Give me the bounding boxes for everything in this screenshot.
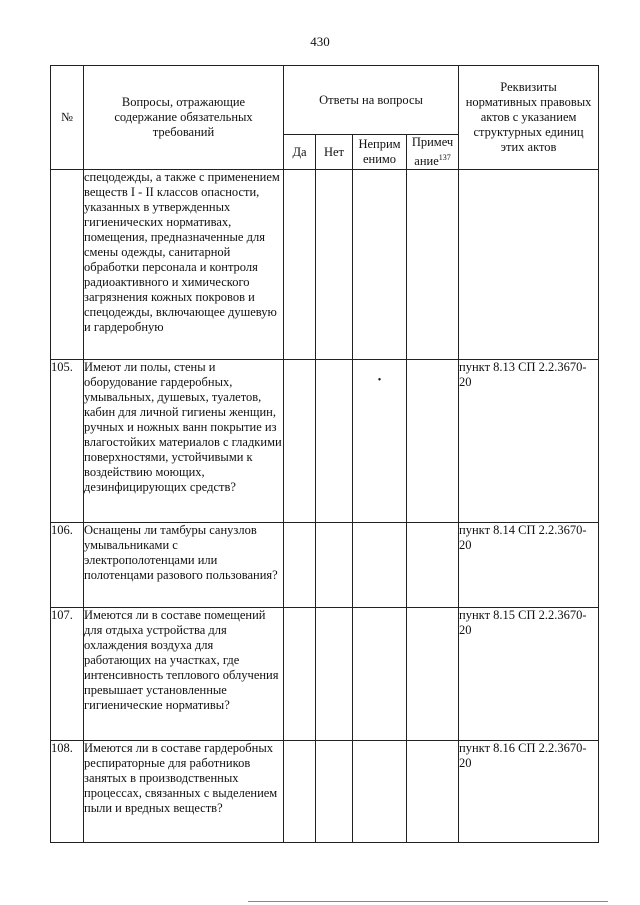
question-text: спецодежды, а также с применением веществ I - II классов опасности, указанных в утвержденных гигиенических нормативах, помещения, предназначенные для смены одежды, санитарной обработки персонала и контроля радиоактивного и химического загрязнения кожных покровов и спецодежды, включающее душевую и гардеробную bbox=[84, 170, 284, 360]
header-question: Вопросы, отражающие содержание обязательных требований bbox=[84, 66, 284, 170]
row-number: 105. bbox=[51, 360, 84, 523]
answer-no-cell bbox=[316, 608, 353, 741]
answer-no-cell bbox=[316, 523, 353, 608]
answer-na-cell bbox=[353, 170, 407, 360]
row-number bbox=[51, 170, 84, 360]
answer-no-cell bbox=[316, 170, 353, 360]
answer-yes-cell bbox=[284, 170, 316, 360]
table-row bbox=[51, 608, 599, 741]
question-text: Имеются ли в составе помещений для отдыха устройства для охлаждения воздуха для работающих на участках, где интенсивность теплового облучения превышает установленные гигиенические нормативы? bbox=[84, 608, 284, 741]
requisites-cell: пункт 8.13 СП 2.2.3670-20 bbox=[459, 360, 599, 523]
answer-note-cell bbox=[407, 360, 459, 523]
answer-na-cell bbox=[353, 741, 407, 843]
answer-na-cell bbox=[353, 523, 407, 608]
answer-note-cell bbox=[407, 741, 459, 843]
answer-note-cell bbox=[407, 608, 459, 741]
header-no: Нет bbox=[316, 135, 353, 170]
row-number: 106. bbox=[51, 523, 84, 608]
row-number: 107. bbox=[51, 608, 84, 741]
question-text: Имеют ли полы, стены и оборудование гардеробных, умывальных, душевых, туалетов, кабин для личной гигиены женщин, ручных и ножных ванн покрытие из влагостойких материалов с гладкими поверхностями, устойчивыми к воздействию моющих, дезинфицирующих средств? bbox=[84, 360, 284, 523]
question-text: Имеются ли в составе гардеробных респираторные для работников занятых в производственных процессах, связанных с выделением пыли и вредных веществ? bbox=[84, 741, 284, 843]
page-number: 430 bbox=[310, 34, 330, 49]
question-text: Оснащены ли тамбуры санузлов умывальниками с электрополотенцами или полотенцами разового пользования? bbox=[84, 523, 284, 608]
answer-yes-cell bbox=[284, 523, 316, 608]
requisites-cell bbox=[459, 170, 599, 360]
requisites-cell: пункт 8.16 СП 2.2.3670-20 bbox=[459, 741, 599, 843]
table-row bbox=[51, 741, 599, 843]
na-mark: • bbox=[377, 375, 382, 387]
table-row bbox=[51, 360, 599, 523]
answer-yes-cell bbox=[284, 608, 316, 741]
header-note-text: Примеч ание bbox=[411, 135, 454, 169]
header-note bbox=[407, 135, 459, 170]
answer-na-cell bbox=[353, 608, 407, 741]
table-row bbox=[51, 523, 599, 608]
header-not-applicable: Неприм енимо bbox=[353, 135, 407, 170]
answer-no-cell bbox=[316, 741, 353, 843]
requisites-cell: пункт 8.14 СП 2.2.3670-20 bbox=[459, 523, 599, 608]
header-yes: Да bbox=[284, 135, 316, 170]
answer-yes-cell bbox=[284, 741, 316, 843]
scan-edge-line bbox=[248, 901, 608, 902]
answer-na-cell bbox=[353, 360, 407, 523]
answer-note-cell bbox=[407, 523, 459, 608]
row-number: 108. bbox=[51, 741, 84, 843]
header-answers: Ответы на вопросы bbox=[284, 66, 459, 135]
checklist-table bbox=[50, 65, 599, 843]
requisites-cell: пункт 8.15 СП 2.2.3670-20 bbox=[459, 608, 599, 741]
table-row bbox=[51, 170, 599, 360]
answer-yes-cell bbox=[284, 360, 316, 523]
answer-note-cell bbox=[407, 170, 459, 360]
header-requisites: Реквизиты нормативных правовых актов с указанием структурных единиц этих актов bbox=[459, 66, 599, 170]
footnote-ref-137: 137 bbox=[438, 153, 451, 162]
answer-no-cell bbox=[316, 360, 353, 523]
header-number: № bbox=[51, 66, 84, 170]
